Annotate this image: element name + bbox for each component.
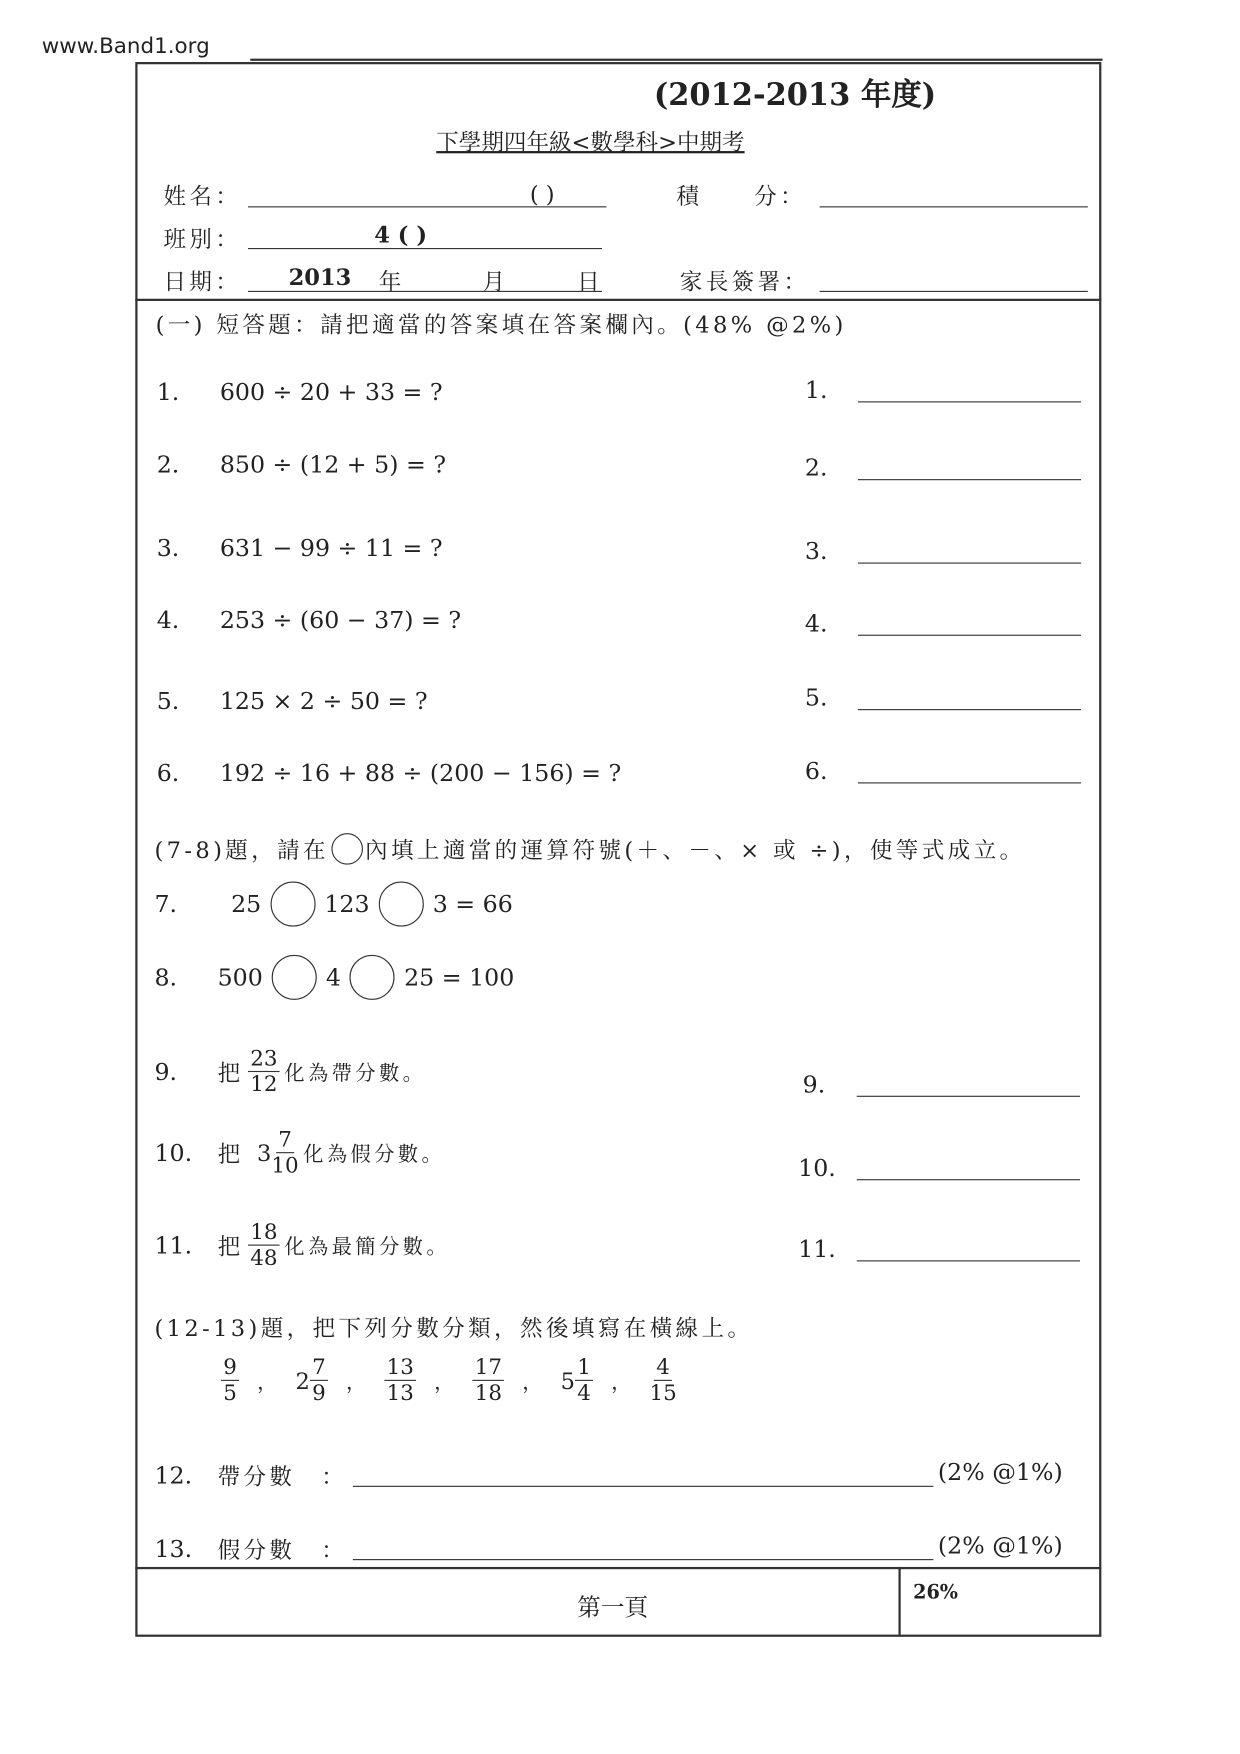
operator-circle-2[interactable]: [379, 882, 424, 927]
operand: 25: [231, 890, 262, 918]
question-expression: 192 ÷ 16 + 88 ÷ (200 − 156) = ?: [219, 759, 622, 787]
question-expression: 850 ÷ (12 + 5) = ?: [219, 450, 447, 478]
numerator: 4: [654, 1355, 672, 1381]
operand: 123: [324, 890, 370, 918]
question-expression: 631 − 99 ÷ 11 = ?: [219, 534, 443, 562]
prefix: 把: [217, 1059, 244, 1087]
page-number: 第一頁: [577, 1594, 649, 1622]
operator-circle-1[interactable]: [272, 955, 317, 1000]
separator: ，: [257, 1370, 278, 1394]
ops-instruction-pre: (7-8)題，請在: [154, 836, 329, 864]
question-11: [154, 1220, 450, 1271]
circle-symbol: [331, 833, 363, 865]
date-day-unit: 日: [577, 268, 600, 296]
answer-label-10: 10.: [798, 1154, 836, 1182]
class-label: 班別：: [163, 225, 242, 253]
question-8: [154, 955, 514, 1000]
denominator: 10: [271, 1153, 299, 1179]
date-field[interactable]: [248, 291, 602, 292]
question-number: 5.: [156, 687, 180, 715]
header-divider: [135, 299, 1101, 301]
question-number: 2.: [156, 450, 180, 478]
answer-label-3: 3.: [804, 537, 828, 565]
denominator: 5: [223, 1380, 237, 1406]
parent-sign-label: 家長簽署：: [679, 268, 810, 296]
question-number: 11.: [154, 1231, 193, 1259]
answer-field-9[interactable]: [857, 1096, 1080, 1097]
question-2: [157, 451, 446, 478]
classify-instruction: (12-13)題，把下列分數分類，然後填寫在橫線上。: [154, 1314, 754, 1342]
question-1: [157, 379, 443, 406]
question-12: [154, 1459, 347, 1492]
answer-field-10[interactable]: [857, 1179, 1080, 1180]
result: 25 = 100: [404, 963, 515, 991]
numerator: 7: [276, 1127, 294, 1153]
fraction: [310, 1355, 328, 1406]
answer-field-13[interactable]: [353, 1559, 934, 1560]
instruction: 化為最簡分數。: [284, 1234, 451, 1259]
answer-label-4: 4.: [804, 609, 828, 637]
question-number: 1.: [156, 378, 180, 406]
answer-field-2[interactable]: [858, 479, 1081, 480]
date-month-unit: 月: [482, 268, 506, 296]
exam-title: 下學期四年級<數學科>中期考: [436, 128, 745, 156]
fraction-item: [561, 1355, 593, 1406]
answer-field-6[interactable]: [858, 782, 1081, 783]
category-label: 假分數 ：: [217, 1536, 348, 1564]
score-field[interactable]: [820, 206, 1088, 207]
answer-field-11[interactable]: [857, 1260, 1080, 1261]
date-year: 2013: [288, 263, 352, 291]
operand: 500: [217, 963, 263, 991]
fraction-item: [649, 1355, 676, 1406]
fraction-list: [221, 1355, 677, 1406]
whole-number: 2: [295, 1366, 310, 1394]
fraction: [384, 1355, 416, 1406]
question-5: [157, 688, 428, 715]
prefix: 把: [217, 1233, 244, 1261]
fraction-item: [295, 1355, 327, 1406]
question-number: 6.: [156, 759, 180, 787]
fraction-item: [221, 1355, 239, 1406]
separator: ，: [434, 1370, 455, 1394]
fraction: [221, 1355, 239, 1406]
answer-field-12[interactable]: [353, 1486, 934, 1487]
fraction: [575, 1355, 593, 1406]
fraction: [271, 1127, 298, 1178]
question-number: 4.: [156, 606, 180, 634]
date-year-unit: 年: [378, 268, 402, 296]
answer-label-1: 1.: [804, 376, 828, 404]
answer-label-5: 5.: [804, 684, 828, 712]
parent-sign-field[interactable]: [820, 291, 1088, 292]
numerator: 7: [310, 1355, 328, 1381]
fraction: [649, 1355, 676, 1406]
score-label: 積 分：: [676, 182, 807, 210]
answer-field-3[interactable]: [858, 563, 1081, 564]
name-label: 姓名：: [163, 182, 242, 210]
question-expression: 600 ÷ 20 + 33 = ?: [219, 378, 443, 406]
instruction: 化為帶分數。: [284, 1061, 427, 1086]
question-number: 9.: [154, 1057, 178, 1086]
subtotal: 26%: [913, 1581, 958, 1605]
school-year: (2012-2013 年度): [653, 77, 937, 113]
answer-label-6: 6.: [804, 757, 828, 785]
denominator: 12: [250, 1072, 278, 1097]
operator-circle-1[interactable]: [270, 882, 315, 927]
question-number: 7.: [154, 890, 178, 918]
class-value: 4 ( ): [374, 220, 428, 249]
denominator: 15: [649, 1380, 677, 1406]
question-expression: 253 ÷ (60 − 37) = ?: [219, 606, 462, 634]
answer-field-1[interactable]: [858, 401, 1081, 402]
question-number: 8.: [154, 963, 178, 991]
separator: ，: [611, 1370, 632, 1394]
denominator: 18: [474, 1380, 502, 1406]
marks-12: (2% @1%): [937, 1458, 1063, 1486]
ops-instruction: [154, 832, 1025, 865]
class-field[interactable]: [248, 248, 602, 249]
question-10: [154, 1127, 445, 1178]
whole-number: 5: [560, 1366, 575, 1394]
fraction: [472, 1355, 504, 1406]
whole-number: 3: [257, 1139, 272, 1167]
fraction: [248, 1046, 280, 1097]
answer-label-9: 9.: [802, 1070, 826, 1098]
question-number: 3.: [156, 534, 180, 562]
fraction-item: [384, 1355, 416, 1406]
marks-13: (2% @1%): [937, 1532, 1063, 1560]
ops-instruction-post: 內填上適當的運算符號(＋、－、× 或 ÷)，使等式成立。: [365, 836, 1026, 864]
denominator: 4: [577, 1380, 591, 1406]
separator: ，: [522, 1370, 543, 1394]
answer-field-5[interactable]: [858, 709, 1081, 710]
numerator: 18: [248, 1220, 280, 1246]
result: 3 = 66: [432, 890, 513, 918]
question-number: 10.: [154, 1139, 193, 1167]
question-3: [157, 534, 443, 561]
denominator: 48: [250, 1245, 278, 1271]
question-number: 12.: [154, 1461, 193, 1489]
category-label: 帶分數 ：: [217, 1463, 348, 1491]
numerator: 1: [575, 1355, 593, 1381]
question-9: [154, 1046, 426, 1097]
question-4: [157, 606, 461, 633]
prefix: 把: [217, 1140, 244, 1168]
instruction: 化為假分數。: [303, 1142, 446, 1167]
class-number-paren: ( ): [529, 180, 555, 208]
date-label: 日期：: [163, 268, 242, 296]
question-7: [154, 882, 512, 927]
question-13: [154, 1532, 347, 1565]
question-number: 13.: [154, 1534, 193, 1562]
numerator: 9: [221, 1355, 239, 1381]
fraction: [248, 1220, 280, 1271]
section-title: (一) 短答題：請把適當的答案填在答案欄內。(48% @2%): [155, 311, 847, 339]
top-rule: [250, 59, 1102, 61]
operand: 4: [325, 963, 341, 991]
question-6: [157, 760, 622, 787]
denominator: 9: [312, 1380, 326, 1406]
operator-circle-2[interactable]: [350, 955, 395, 1000]
numerator: 17: [472, 1355, 504, 1381]
separator: ，: [345, 1370, 367, 1394]
answer-label-11: 11.: [798, 1235, 836, 1263]
answer-field-4[interactable]: [858, 635, 1081, 636]
numerator: 13: [384, 1355, 416, 1381]
question-expression: 125 × 2 ÷ 50 = ?: [219, 687, 428, 715]
numerator: 23: [248, 1046, 280, 1072]
fraction-item: [472, 1355, 504, 1406]
denominator: 13: [386, 1380, 414, 1406]
answer-label-2: 2.: [804, 454, 828, 482]
watermark: www.Band1.org: [41, 33, 210, 59]
